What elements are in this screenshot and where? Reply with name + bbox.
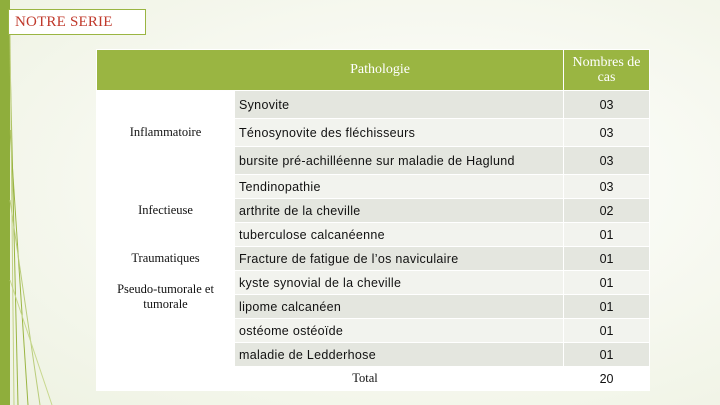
pathology-name: Fracture de fatigue de l’os naviculaire <box>235 247 564 271</box>
case-count: 03 <box>564 147 650 175</box>
case-count: 01 <box>564 343 650 367</box>
pathology-name: bursite pré-achilléenne sur maladie de Haglund <box>235 147 564 175</box>
header-nombres: Nombres de cas <box>564 50 650 91</box>
total-count: 20 <box>564 367 650 391</box>
pathology-table <box>96 49 650 391</box>
case-count: 03 <box>564 91 650 119</box>
pathology-name: lipome calcanéen <box>235 295 564 319</box>
pathology-name: tuberculose calcanéenne <box>235 223 564 247</box>
case-count: 01 <box>564 223 650 247</box>
category-pseudo-tumorale-label: Pseudo-tumorale et tumorale <box>117 281 214 311</box>
case-count: 01 <box>564 295 650 319</box>
pathology-name: arthrite de la cheville <box>235 199 564 223</box>
case-count: 03 <box>564 119 650 147</box>
table-row <box>97 175 650 199</box>
case-count: 01 <box>564 271 650 295</box>
decorative-lines <box>0 0 60 405</box>
table-row <box>97 247 650 271</box>
table-row <box>97 271 650 295</box>
case-count: 03 <box>564 175 650 199</box>
case-count: 01 <box>564 319 650 343</box>
pathology-name: Synovite <box>235 91 564 119</box>
table-header-row <box>97 50 650 91</box>
category-traumatiques: Traumatiques <box>97 247 235 271</box>
category-infectieuse: Infectieuse <box>97 175 235 247</box>
category-pseudo-tumorale <box>97 271 235 367</box>
pathology-name: Ténosynovite des fléchisseurs <box>235 119 564 147</box>
case-count: 02 <box>564 199 650 223</box>
header-pathologie: Pathologie <box>97 50 564 91</box>
slide-title: NOTRE SERIE <box>8 9 146 35</box>
pathology-name: maladie de Ledderhose <box>235 343 564 367</box>
total-row <box>97 367 650 391</box>
pathology-name: kyste synovial de la cheville <box>235 271 564 295</box>
case-count: 01 <box>564 247 650 271</box>
pathology-name: Tendinopathie <box>235 175 564 199</box>
total-label: Total <box>97 367 564 391</box>
table-row <box>97 91 650 119</box>
pathology-name: ostéome ostéoïde <box>235 319 564 343</box>
category-inflammatoire: Inflammatoire <box>97 91 235 175</box>
